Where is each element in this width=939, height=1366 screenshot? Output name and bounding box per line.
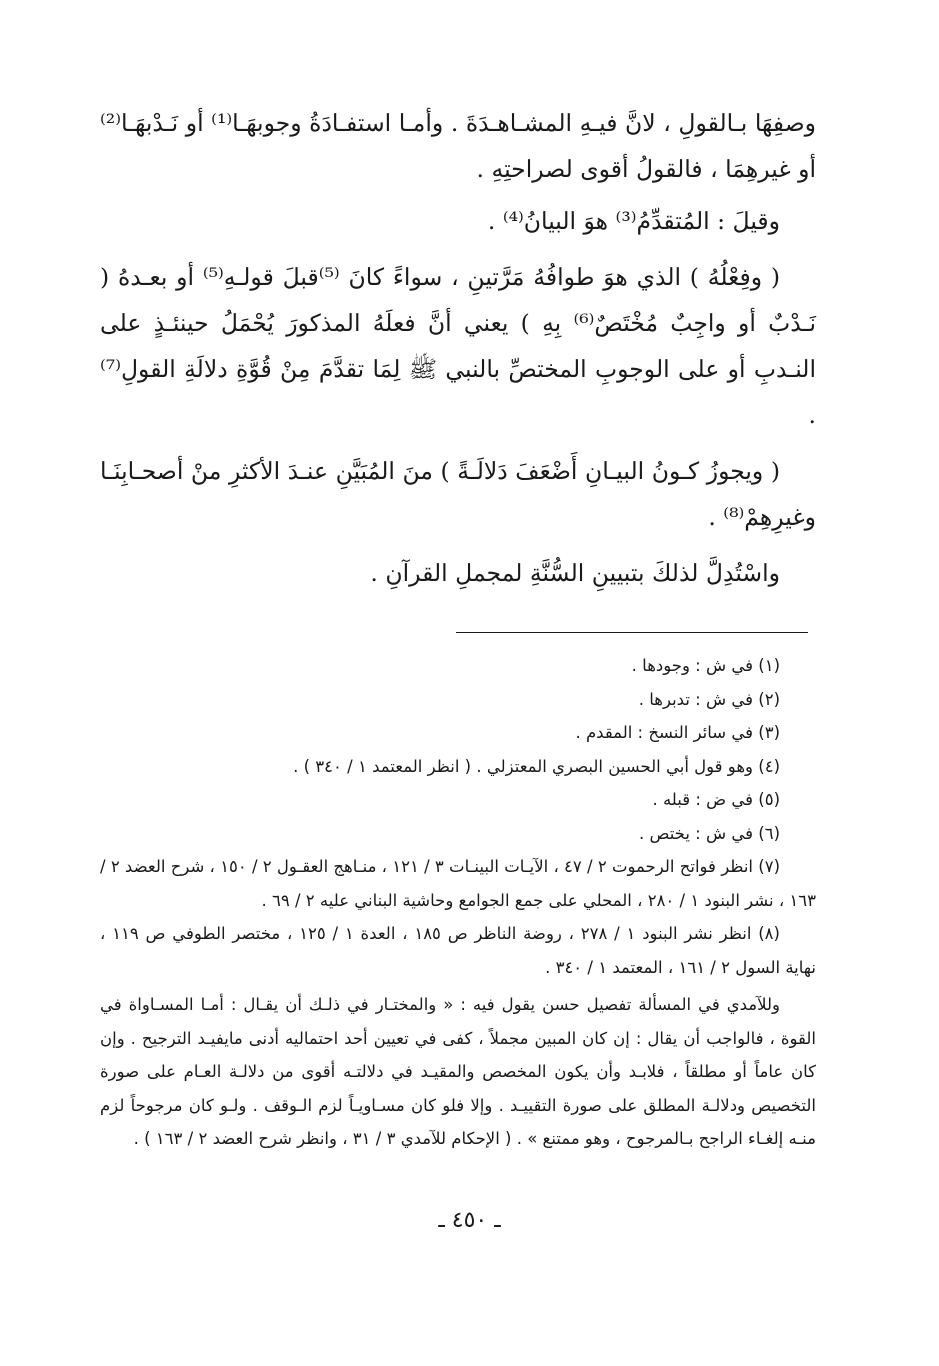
footnote-6: (٦) في ش : يختص . <box>639 823 780 843</box>
footnote-8: (٨) انظر نشر البنود ١ / ٢٧٨ ، روضة الناظر ص ١٨٥ ، العدة ١ / ١٢٥ ، مختصر الطوفي ص ١١٩ ، نهاية السول ٢ / ١٦١ ، المعتمد ١ / ٣٤٠ . <box>100 924 816 977</box>
footnote-5: (٥) في ض : قبله . <box>652 790 780 809</box>
footnote-7: (٧) انظر فواتح الرحموت ٢ / ٤٧ ، الآيـات البينـات ٣ / ١٢١ ، منـاهج العقـول ٢ / ١٥٠ ، شرح العضد ٢ / ١٦٣ ، نشر البنود ١ / ٢٨٠ ، المحلي على جمع الجوامع وحاشية البناني عليه ٢ / ٦٩ . <box>100 857 816 910</box>
footnote-separator-wrap <box>100 606 816 649</box>
footnote-1: (١) في ش : وجودها . <box>631 656 780 675</box>
main-paragraph-4: ( ويجوزُ كـونُ البيـانِ أَضْعَفَ دَلالَـةً ) منَ المُبَيَّنِ عنـدَ الأكثرِ منْ أصحـابِنَـا وغيرِهِمْ⁽⁸⁾ . <box>100 457 816 531</box>
footnote-commentary: وللآمدي في المسألة تفصيل حسن يقول فيه : « والمختـار في ذلـك أن يقـال : أمـا المسـاواة في القوة ، فالواجب أن يقال : إن كان المبين مجملاً ، كفى في تعيين أحد احتماليه أدنى مايفيـد الترجيح . وإن كان عاماً أو مطلقاً ، فلابـد وأن يكون المخصص والمقيـد في دلالتـه أقوى من دلالـة العـام على صورة التخصيص ودلالـة المطلق على صورة التقييـد . وإلا فلو كان مسـاويـاً لزم الـوقف . ولـو كان مرجوحاً لزم منـه إلغـاء الراجح بـالمرجوح ، وهو ممتنع » . ( الإحكام للآمدي ٣ / ٣١ ، وانظر شرح العضد ٢ / ١٦٣ ) . <box>100 995 816 1148</box>
main-text <box>100 100 816 596</box>
main-paragraph-1: وصفِهَا بـالقولِ ، لانَّ فيـهِ المشـاهـدَةَ . وأمـا استفـادَةُ وجوبهَـا⁽¹⁾ أو نَـدْبهَـا⁽²⁾ أو غيرهِمَا ، فالقولُ أقوى لصراحتِهِ . <box>100 109 816 183</box>
main-paragraph-2: وقيلَ : المُتقدِّمُ⁽³⁾ هوَ البيانُ⁽⁴⁾ . <box>487 207 780 235</box>
footnote-2: (٢) في ش : تدبرها . <box>638 689 780 709</box>
footnote-4: (٤) وهو قول أبي الحسين البصري المعتزلي . ( انظر المعتمد ١ / ٣٤٠ ) . <box>293 756 780 776</box>
page-number: ـ ٤٥٠ ـ <box>438 1208 501 1233</box>
main-paragraph-5: واسْتُدِلَّ لذلكَ بتبيينِ السُّنَّةِ لمجملِ القرآنِ . <box>370 559 780 587</box>
footnotes <box>100 649 816 984</box>
main-paragraph-3: ( وفِعْلُهُ ) الذي هوَ طوافُهُ مَرَّتينِ ، سواءً كانَ ⁽⁵⁾قبلَ قولـهِ⁽⁵⁾ أو بعـدهُ ( نَـدْبٌ أو واجِبٌ مُخْتَصٌ⁽⁶⁾ بِهِ ) يعني أنَّ فعلَهُ المذكورَ يُحْمَلُ حينئـذٍ على النـدبِ أو على الوجوبِ المختصِّ بالنبي ﷺ لِمَا تقدَّمَ مِنْ قُوَّةِ دلالَةِ القولِ⁽⁷⁾ . <box>100 263 816 429</box>
footnote-3: (٣) في سائر النسخ : المقدم . <box>575 723 780 742</box>
book-page <box>100 100 816 1270</box>
footnote-separator <box>456 632 808 633</box>
